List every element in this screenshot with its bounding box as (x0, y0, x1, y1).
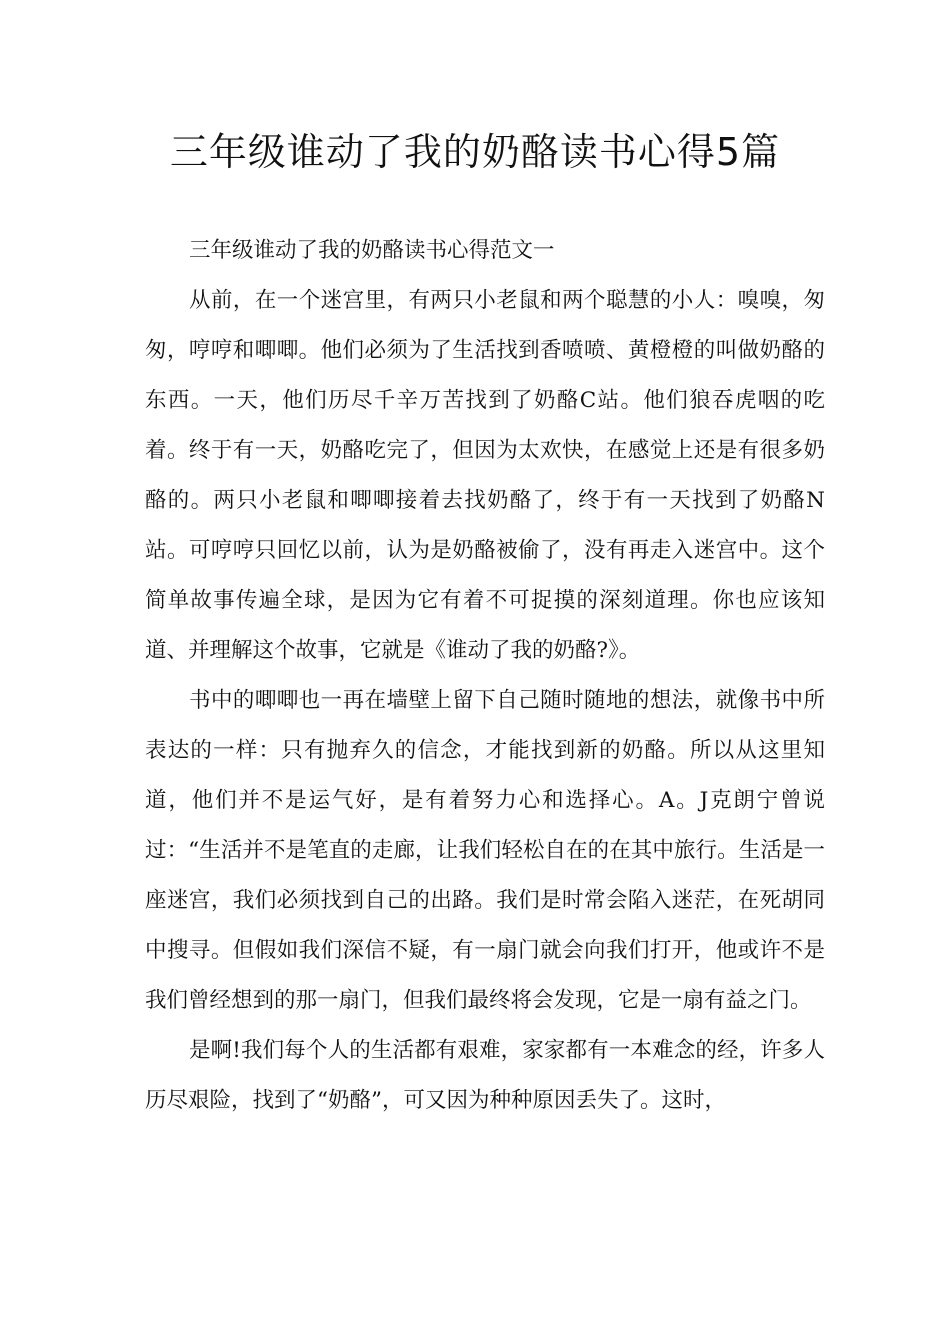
paragraph: 从前，在一个迷宫里，有两只小老鼠和两个聪慧的小人：嗅嗅，匆匆，哼哼和唧唧。他们必须为了生活找到香喷喷、黄橙橙的叫做奶酪的东西。一天，他们历尽千辛万苦找到了奶酪C站。他们狼吞虎咽的吃着。终于有一天，奶酪吃完了，但因为太欢快，在感觉上还是有很多奶酪的。两只小老鼠和唧唧接着去找奶酪了，终于有一天找到了奶酪N站。可哼哼只回忆以前，认为是奶酪被偷了，没有再走入迷宫中。这个简单故事传遍全球，是因为它有着不可捉摸的深刻道理。你也应该知道、并理解这个故事，它就是《谁动了我的奶酪?》。 (145, 288, 825, 663)
document-title: 三年级谁动了我的奶酪读书心得5篇 (169, 130, 781, 174)
paragraph: 书中的唧唧也一再在墙壁上留下自己随时随地的想法，就像书中所表达的一样：只有抛弃久的信念，才能找到新的奶酪。所以从这里知道，他们并不是运气好，是有着努力心和选择心。A。J克朗宁曾说过：“生活并不是笔直的走廊，让我们轻松自在的在其中旅行。生活是一座迷宫，我们必须找到自己的出路。我们是时常会陷入迷茫，在死胡同中搜寻。但假如我们深信不疑，有一扇门就会向我们打开，他或许不是我们曾经想到的那一扇门，但我们最终将会发现，它是一扇有益之门。 (145, 688, 825, 1013)
paragraph: 是啊!我们每个人的生活都有艰难，家家都有一本难念的经，许多人历尽艰险，找到了“奶酪”，可又因为种种原因丢失了。这时， (145, 1038, 825, 1113)
document-body (145, 226, 825, 1126)
section-subtitle: 三年级谁动了我的奶酪读书心得范文一 (189, 238, 555, 263)
